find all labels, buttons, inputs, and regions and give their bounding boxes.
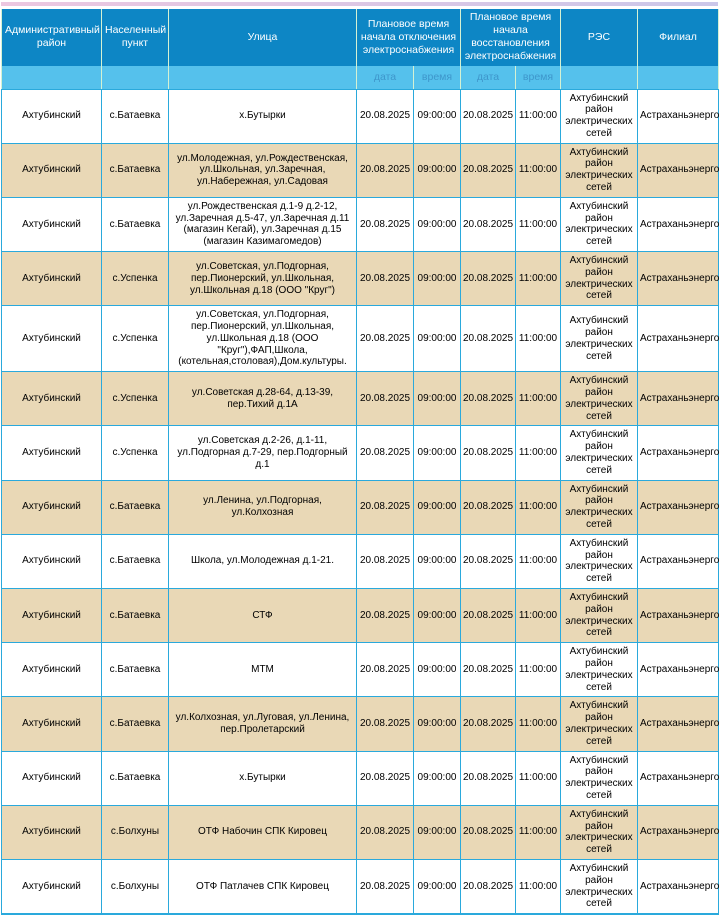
cell-restore-date: 20.08.2025: [461, 697, 516, 751]
table-row: [2, 306, 719, 372]
cell-street: ул.Советская д.28-64, д.13-39, пер.Тихий д.1А: [169, 372, 357, 426]
cell-branch: Астраханьэнерго: [638, 306, 719, 372]
cell-street: ул.Советская, ул.Подгорная, пер.Пионерский, ул.Школьная, ул.Школьная д.18 (ООО "Круг"),ФАП,Школа, (котельная,столовая),Дом.культуры.: [169, 306, 357, 372]
cell-res: Ахтубинский район электрических сетей: [561, 306, 638, 372]
cell-branch: Астраханьэнерго: [638, 534, 719, 588]
cell-restore-time: 11:00:00: [516, 143, 561, 197]
cell-settlement: с.Успенка: [102, 426, 169, 480]
top-accent-bar: [1, 2, 718, 6]
cell-outage-time: 09:00:00: [414, 534, 461, 588]
cell-district: Ахтубинский: [2, 643, 102, 697]
table-row: [2, 372, 719, 426]
cell-district: Ахтубинский: [2, 197, 102, 251]
cell-outage-time: 09:00:00: [414, 143, 461, 197]
cell-outage-date: 20.08.2025: [357, 252, 414, 306]
subheader-empty-street: [169, 66, 357, 90]
cell-res: Ахтубинский район электрических сетей: [561, 643, 638, 697]
cell-restore-time: 11:00:00: [516, 534, 561, 588]
cell-settlement: с.Батаевка: [102, 89, 169, 143]
header-outage-start: Плановое время начала отключения электроснабжения: [357, 9, 461, 66]
cell-outage-date: 20.08.2025: [357, 859, 414, 914]
cell-restore-time: 11:00:00: [516, 751, 561, 805]
cell-res: Ахтубинский район электрических сетей: [561, 480, 638, 534]
outage-schedule-table: [1, 9, 719, 915]
cell-district: Ахтубинский: [2, 89, 102, 143]
table-row: [2, 588, 719, 642]
cell-restore-time: 11:00:00: [516, 252, 561, 306]
cell-branch: Астраханьэнерго: [638, 372, 719, 426]
cell-res: Ахтубинский район электрических сетей: [561, 697, 638, 751]
cell-restore-time: 11:00:00: [516, 643, 561, 697]
cell-outage-date: 20.08.2025: [357, 426, 414, 480]
cell-restore-time: 11:00:00: [516, 197, 561, 251]
cell-district: Ахтубинский: [2, 751, 102, 805]
cell-settlement: с.Успенка: [102, 372, 169, 426]
cell-district: Ахтубинский: [2, 143, 102, 197]
cell-district: Ахтубинский: [2, 697, 102, 751]
cell-outage-date: 20.08.2025: [357, 306, 414, 372]
cell-settlement: с.Болхуны: [102, 859, 169, 914]
cell-outage-date: 20.08.2025: [357, 643, 414, 697]
cell-restore-time: 11:00:00: [516, 480, 561, 534]
cell-street: МТМ: [169, 643, 357, 697]
header-row: [2, 9, 719, 66]
cell-branch: Астраханьэнерго: [638, 89, 719, 143]
cell-outage-time: 09:00:00: [414, 89, 461, 143]
table-row: [2, 805, 719, 859]
cell-outage-date: 20.08.2025: [357, 805, 414, 859]
subheader-row: [2, 66, 719, 90]
cell-settlement: с.Батаевка: [102, 480, 169, 534]
header-settlement: Населенный пункт: [102, 9, 169, 66]
subheader-outage-date: дата: [357, 66, 414, 90]
cell-settlement: с.Батаевка: [102, 588, 169, 642]
header-admin-district: Административный район: [2, 9, 102, 66]
cell-res: Ахтубинский район электрических сетей: [561, 751, 638, 805]
cell-branch: Астраханьэнерго: [638, 697, 719, 751]
header-res: РЭС: [561, 9, 638, 66]
cell-branch: Астраханьэнерго: [638, 588, 719, 642]
cell-outage-time: 09:00:00: [414, 697, 461, 751]
table-row: [2, 643, 719, 697]
cell-district: Ахтубинский: [2, 480, 102, 534]
table-row: [2, 697, 719, 751]
cell-outage-time: 09:00:00: [414, 306, 461, 372]
cell-restore-date: 20.08.2025: [461, 805, 516, 859]
cell-res: Ахтубинский район электрических сетей: [561, 426, 638, 480]
cell-outage-time: 09:00:00: [414, 252, 461, 306]
cell-res: Ахтубинский район электрических сетей: [561, 859, 638, 914]
cell-street: Школа, ул.Молодежная д.1-21.: [169, 534, 357, 588]
subheader-restore-date: дата: [461, 66, 516, 90]
cell-outage-date: 20.08.2025: [357, 480, 414, 534]
cell-settlement: с.Батаевка: [102, 697, 169, 751]
cell-res: Ахтубинский район электрических сетей: [561, 89, 638, 143]
cell-street: ул.Колхозная, ул.Луговая, ул.Ленина, пер.Пролетарский: [169, 697, 357, 751]
cell-outage-time: 09:00:00: [414, 197, 461, 251]
cell-branch: Астраханьэнерго: [638, 751, 719, 805]
cell-branch: Астраханьэнерго: [638, 643, 719, 697]
cell-branch: Астраханьэнерго: [638, 426, 719, 480]
cell-settlement: с.Батаевка: [102, 143, 169, 197]
cell-restore-date: 20.08.2025: [461, 859, 516, 914]
table-row: [2, 252, 719, 306]
table-row: [2, 751, 719, 805]
cell-outage-date: 20.08.2025: [357, 697, 414, 751]
cell-branch: Астраханьэнерго: [638, 480, 719, 534]
cell-street: ОТФ Патлачев СПК Кировец: [169, 859, 357, 914]
table-row: [2, 480, 719, 534]
cell-branch: Астраханьэнерго: [638, 805, 719, 859]
cell-outage-time: 09:00:00: [414, 588, 461, 642]
table-row: [2, 143, 719, 197]
cell-restore-time: 11:00:00: [516, 426, 561, 480]
cell-street: ОТФ Набочин СПК Кировец: [169, 805, 357, 859]
cell-restore-date: 20.08.2025: [461, 306, 516, 372]
cell-settlement: с.Батаевка: [102, 643, 169, 697]
cell-restore-date: 20.08.2025: [461, 534, 516, 588]
subheader-empty-res: [561, 66, 638, 90]
cell-restore-time: 11:00:00: [516, 306, 561, 372]
cell-res: Ахтубинский район электрических сетей: [561, 197, 638, 251]
cell-restore-date: 20.08.2025: [461, 751, 516, 805]
cell-restore-date: 20.08.2025: [461, 588, 516, 642]
cell-res: Ахтубинский район электрических сетей: [561, 143, 638, 197]
cell-street: х.Бутырки: [169, 751, 357, 805]
cell-branch: Астраханьэнерго: [638, 143, 719, 197]
cell-outage-date: 20.08.2025: [357, 143, 414, 197]
cell-branch: Астраханьэнерго: [638, 859, 719, 914]
cell-outage-time: 09:00:00: [414, 859, 461, 914]
header-street: Улица: [169, 9, 357, 66]
cell-restore-date: 20.08.2025: [461, 197, 516, 251]
subheader-empty-district: [2, 66, 102, 90]
cell-outage-time: 09:00:00: [414, 751, 461, 805]
cell-restore-time: 11:00:00: [516, 859, 561, 914]
subheader-restore-time: время: [516, 66, 561, 90]
cell-street: ул.Рождественская д.1-9 д.2-12, ул.Заречная д.5-47, ул.Заречная д.11 (магазин Кегай), ул.Заречная д.15 (магазин Казимагомедов): [169, 197, 357, 251]
header-restore-start: Плановое время начала восстановления электроснабжения: [461, 9, 561, 66]
cell-restore-date: 20.08.2025: [461, 89, 516, 143]
cell-res: Ахтубинский район электрических сетей: [561, 534, 638, 588]
cell-outage-time: 09:00:00: [414, 643, 461, 697]
cell-restore-date: 20.08.2025: [461, 143, 516, 197]
cell-street: х.Бутырки: [169, 89, 357, 143]
cell-district: Ахтубинский: [2, 588, 102, 642]
table-row: [2, 197, 719, 251]
table-row: [2, 426, 719, 480]
cell-outage-time: 09:00:00: [414, 805, 461, 859]
cell-res: Ахтубинский район электрических сетей: [561, 588, 638, 642]
cell-district: Ахтубинский: [2, 306, 102, 372]
cell-outage-date: 20.08.2025: [357, 534, 414, 588]
cell-street: ул.Советская д.2-26, д.1-11, ул.Подгорная д.7-29, пер.Подгорный д.1: [169, 426, 357, 480]
cell-street: СТФ: [169, 588, 357, 642]
subheader-empty-branch: [638, 66, 719, 90]
cell-branch: Астраханьэнерго: [638, 197, 719, 251]
subheader-empty-settlement: [102, 66, 169, 90]
cell-res: Ахтубинский район электрических сетей: [561, 372, 638, 426]
cell-settlement: с.Батаевка: [102, 534, 169, 588]
outage-schedule-page: [0, 2, 719, 910]
cell-settlement: с.Батаевка: [102, 197, 169, 251]
cell-outage-time: 09:00:00: [414, 372, 461, 426]
table-row: [2, 859, 719, 914]
header-branch: Филиал: [638, 9, 719, 66]
cell-restore-date: 20.08.2025: [461, 372, 516, 426]
cell-outage-date: 20.08.2025: [357, 89, 414, 143]
cell-outage-date: 20.08.2025: [357, 372, 414, 426]
cell-restore-time: 11:00:00: [516, 805, 561, 859]
cell-district: Ахтубинский: [2, 534, 102, 588]
cell-outage-time: 09:00:00: [414, 480, 461, 534]
cell-district: Ахтубинский: [2, 426, 102, 480]
cell-outage-time: 09:00:00: [414, 426, 461, 480]
cell-restore-date: 20.08.2025: [461, 643, 516, 697]
cell-restore-time: 11:00:00: [516, 372, 561, 426]
cell-settlement: с.Болхуны: [102, 805, 169, 859]
cell-branch: Астраханьэнерго: [638, 252, 719, 306]
cell-restore-date: 20.08.2025: [461, 252, 516, 306]
cell-restore-time: 11:00:00: [516, 588, 561, 642]
cell-settlement: с.Батаевка: [102, 751, 169, 805]
cell-district: Ахтубинский: [2, 859, 102, 914]
table-row: [2, 534, 719, 588]
cell-res: Ахтубинский район электрических сетей: [561, 805, 638, 859]
cell-restore-date: 20.08.2025: [461, 480, 516, 534]
table-header: [2, 9, 719, 89]
table-body: [2, 89, 719, 914]
cell-settlement: с.Успенка: [102, 252, 169, 306]
cell-district: Ахтубинский: [2, 252, 102, 306]
cell-res: Ахтубинский район электрических сетей: [561, 252, 638, 306]
cell-restore-date: 20.08.2025: [461, 426, 516, 480]
cell-street: ул.Советская, ул.Подгорная, пер.Пионерский, ул.Школьная, ул.Школьная д.18 (ООО "Круг"): [169, 252, 357, 306]
cell-settlement: с.Успенка: [102, 306, 169, 372]
cell-district: Ахтубинский: [2, 372, 102, 426]
cell-district: Ахтубинский: [2, 805, 102, 859]
cell-outage-date: 20.08.2025: [357, 197, 414, 251]
cell-street: ул.Молодежная, ул.Рождественская, ул.Школьная, ул.Заречная, ул.Набережная, ул.Садовая: [169, 143, 357, 197]
cell-outage-date: 20.08.2025: [357, 588, 414, 642]
table-row: [2, 89, 719, 143]
cell-street: ул.Ленина, ул.Подгорная, ул.Колхозная: [169, 480, 357, 534]
cell-restore-time: 11:00:00: [516, 697, 561, 751]
cell-outage-date: 20.08.2025: [357, 751, 414, 805]
cell-restore-time: 11:00:00: [516, 89, 561, 143]
subheader-outage-time: время: [414, 66, 461, 90]
